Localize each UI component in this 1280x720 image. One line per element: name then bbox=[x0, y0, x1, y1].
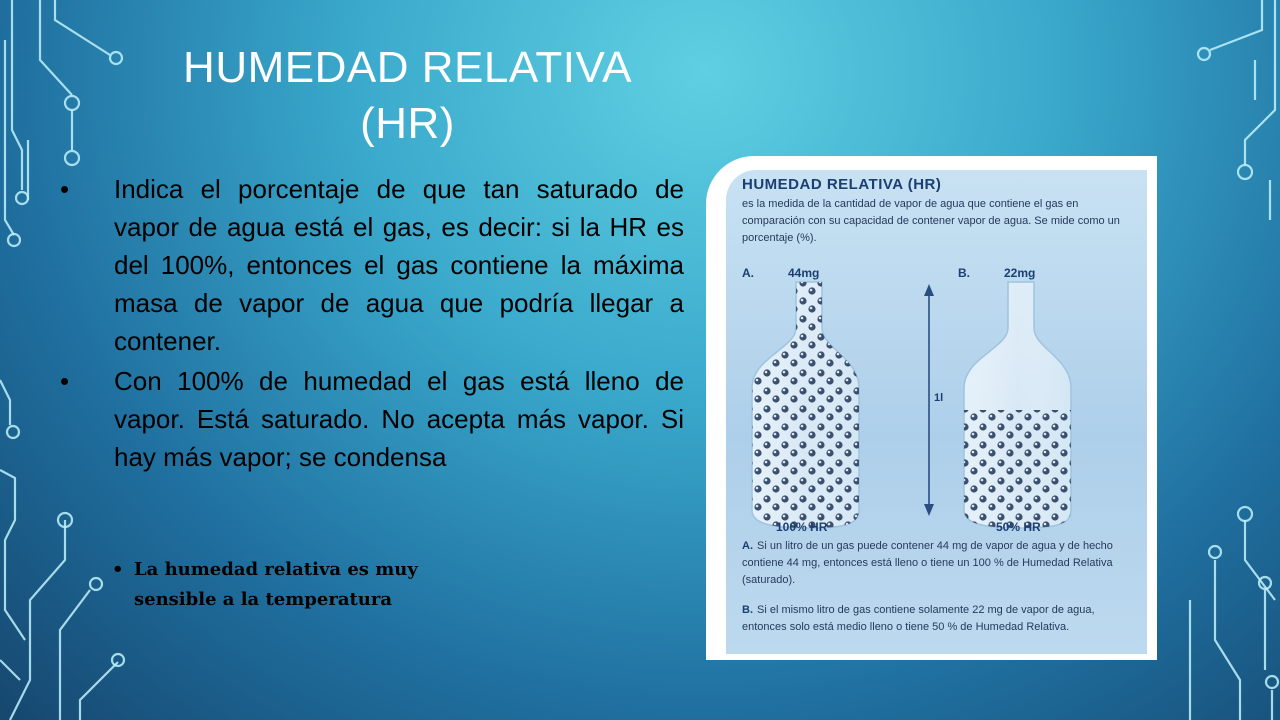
mass-a: 44mg bbox=[788, 266, 820, 280]
figure-title: HUMEDAD RELATIVA (HR) bbox=[742, 176, 942, 193]
label-b: B. bbox=[958, 266, 970, 280]
bullet-item bbox=[60, 362, 684, 476]
slide-title-line1: HUMEDAD RELATIVA bbox=[183, 43, 632, 92]
bullet-list bbox=[60, 170, 684, 478]
label-a: A. bbox=[742, 266, 754, 280]
mass-b: 22mg bbox=[1004, 266, 1036, 280]
slide-title bbox=[160, 40, 655, 152]
bullet-dot-icon: • bbox=[112, 559, 124, 580]
note-b-text: Si el mismo litro de gas contiene solamente 22 mg de vapor de agua, entonces solo está medio lleno o tiene 50 % de Humedad Relativa. bbox=[742, 604, 1095, 633]
circuit-decoration-right bbox=[1170, 0, 1280, 720]
note-b-label: B. bbox=[742, 604, 753, 616]
figure-description: es la medida de la cantidad de vapor de agua que contiene el gas en comparación con su capacidad de contener vapor de agua. Se mide como un porcentaje (%). bbox=[742, 198, 1120, 244]
bullet-dot-icon: • bbox=[60, 366, 70, 396]
sub-bullet bbox=[112, 555, 472, 615]
humidity-infographic bbox=[726, 170, 1147, 654]
bullet-text: Indica el porcentaje de que tan saturado de vapor de agua está el gas, es decir: si la HR es del 100%, entonces el gas contiene la máxima masa de vapor de agua que podría llegar a contener. bbox=[114, 174, 684, 356]
figure-frame bbox=[706, 156, 1157, 660]
note-a-text: Si un litro de un gas puede contener 44 mg de vapor de agua y de hecho contiene 44 mg, entonces está lleno o tiene un 100 % de Humedad Relativa (saturado). bbox=[742, 540, 1113, 586]
bullet-item bbox=[60, 170, 684, 360]
hr-a: 100% HR bbox=[776, 520, 828, 534]
vapor-b bbox=[956, 410, 1081, 535]
note-a-label: A. bbox=[742, 540, 753, 552]
note-b bbox=[742, 602, 1137, 636]
vapor-a bbox=[746, 282, 866, 532]
note-a bbox=[742, 538, 1137, 589]
volume-label: 1l bbox=[934, 392, 944, 404]
bullet-dot-icon: • bbox=[60, 174, 70, 204]
bullet-text: Con 100% de humedad el gas está lleno de vapor. Está saturado. No acepta más vapor. Si hay más vapor; se condensa bbox=[114, 366, 684, 472]
sub-bullet-text: La humedad relativa es muy sensible a la temperatura bbox=[134, 559, 418, 610]
hr-b: 50% HR bbox=[996, 520, 1041, 534]
slide-title-line2: (HR) bbox=[360, 99, 455, 148]
